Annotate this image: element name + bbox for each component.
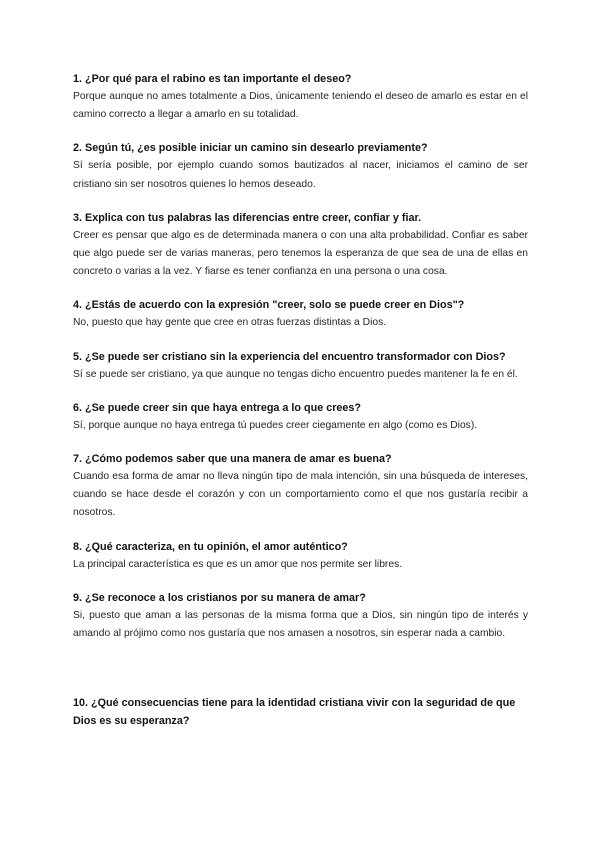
question-6: 6. ¿Se puede creer sin que haya entrega a lo que crees?	[73, 401, 362, 414]
qa-item-9	[73, 589, 528, 643]
question-1: 1. ¿Por qué para el rabino es tan importante el deseo?	[73, 73, 352, 85]
answer-6: Sí, porque aunque no haya entrega tú puedes creer ciegamente en algo (como es Dios).	[73, 419, 478, 431]
qa-item-4	[73, 296, 528, 332]
answer-3: Creer es pensar que algo es de determinada manera o con una alta probabilidad. Confiar es saber que algo puede ser de varias maneras, pero tenemos la esperanza de que sea de una de ellas en concreto o varias a la vez. Y fiarse es tener confianza en una persona o una cosa.	[73, 229, 528, 278]
answer-2: Sí sería posible, por ejemplo cuando somos bautizados al nacer, iniciamos el camino de ser cristiano sin ser nosotros quienes lo hemos deseado.	[73, 160, 528, 190]
question-3: 3. Explica con tus palabras las diferencias entre creer, confiar y fiar.	[73, 211, 422, 224]
answer-5: Sí se puede ser cristiano, ya que aunque no tengas dicho encuentro puedes mantener la fe en él.	[73, 368, 518, 380]
answer-1: Porque aunque no ames totalmente a Dios, únicamente teniendo el deseo de amarlo es estar en el camino correcto a llegar a amarlo en su totalidad.	[73, 91, 528, 121]
question-5: 5. ¿Se puede ser cristiano sin la experiencia del encuentro transformador con Dios?	[73, 350, 506, 363]
question-7: 7. ¿Cómo podemos saber que una manera de amar es buena?	[73, 453, 392, 466]
question-2: 2. Según tú, ¿es posible iniciar un camino sin desearlo previamente?	[73, 142, 428, 155]
qa-item-3	[73, 209, 528, 282]
qa-item-2	[73, 139, 528, 193]
qa-item-1	[73, 70, 528, 124]
qa-item-7	[73, 450, 528, 523]
qa-item-10	[73, 694, 528, 730]
question-8: 8. ¿Qué caracteriza, en tu opinión, el amor auténtico?	[73, 540, 348, 553]
answer-9: Si, puesto que aman a las personas de la misma forma que a Dios, sin ningún tipo de interés y amando al prójimo como nos gustaría que nos amasen a nosotros, sin esperar nada a cambio.	[73, 609, 528, 640]
question-9: 9. ¿Se reconoce a los cristianos por su manera de amar?	[73, 591, 366, 604]
qa-item-8	[73, 538, 528, 574]
answer-7: Cuando esa forma de amar no lleva ningún tipo de mala intención, sin una búsqueda de intereses, cuando se hace desde el corazón y con un comportamiento como el que nos gustaría recibir a nosotros.	[73, 471, 528, 519]
qa-item-6	[73, 399, 528, 435]
question-4: 4. ¿Estás de acuerdo con la expresión "creer, solo se puede creer en Dios"?	[73, 299, 465, 312]
question-10: 10. ¿Qué consecuencias tiene para la identidad cristiana vivir con la seguridad de que Dios es su esperanza?	[73, 697, 516, 728]
answer-4: No, puesto que hay gente que cree en otras fuerzas distintas a Dios.	[73, 317, 387, 329]
answer-8: La principal característica es que es un amor que nos permite ser libres.	[73, 558, 403, 570]
qa-item-5	[73, 348, 528, 384]
